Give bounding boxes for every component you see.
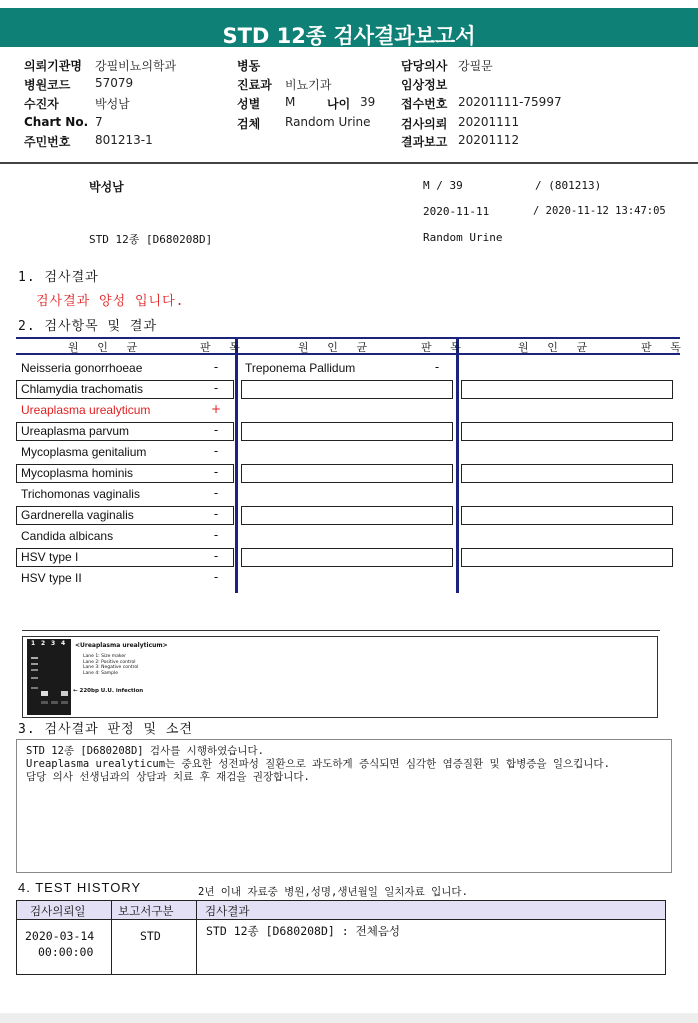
header-label: 의뢰기관명 [24, 59, 82, 73]
summary-birth: / (801213) [535, 179, 602, 192]
pathogen-name: Neisseria gonorrhoeae [21, 361, 143, 375]
history-note: 2년 이내 자료중 병원,성명,생년월일 일치자료 입니다. [198, 886, 468, 898]
patient-header [0, 52, 698, 152]
col2-result-header: 판 독 [421, 341, 467, 354]
empty-result-box [461, 548, 673, 567]
gel-legend-item: Lane 2: Positive control [83, 659, 136, 665]
pathogen-result: + [210, 402, 222, 416]
header-label: 검사의뢰 [401, 117, 448, 131]
header-value: 20201112 [458, 133, 520, 147]
pathogen-result: - [434, 360, 440, 374]
gel-legend-item: Lane 3: Negative control [83, 665, 139, 670]
col2-pathogen-header: 원 인 균 [298, 341, 374, 354]
gel-lane-label: 2 [41, 640, 46, 647]
header-label: 수진자 [24, 97, 59, 111]
col1-pathogen-header: 원 인 균 [68, 341, 144, 354]
empty-result-box [241, 422, 453, 441]
pathogen-name: HSV type I [21, 550, 79, 564]
gel-lane-label: 4 [61, 640, 66, 647]
header-label: 임상정보 [401, 78, 448, 92]
pathogen-result: - [213, 486, 219, 500]
pathogen-result: - [213, 381, 219, 395]
history-header-row [16, 900, 666, 920]
pathogen-name: Ureaplasma parvum [21, 424, 130, 438]
empty-result-box [241, 548, 453, 567]
history-col-date: 검사의뢰일 [30, 904, 86, 918]
column-divider-1 [235, 337, 238, 593]
empty-result-box [241, 506, 453, 525]
header-value: 강필비뇨의학과 [95, 59, 177, 73]
header-value: 7 [95, 115, 103, 129]
header-label: 접수번호 [401, 97, 448, 111]
opinion-line: Ureaplasma urealyticum는 중요한 성전파성 질환으로 과도하게 증식되면 심각한 염증질환 및 합병증을 일으킵니다. [26, 758, 610, 770]
header-label: 주민번호 [24, 135, 71, 149]
gel-electrophoresis-image [27, 639, 71, 715]
pathogen-name: Treponema Pallidum [245, 361, 356, 375]
header-value: Random Urine [285, 115, 371, 129]
history-col-type: 보고서구분 [118, 904, 174, 918]
pathogen-result: - [213, 549, 219, 563]
gel-lane-label: 1 [31, 640, 36, 647]
pathogen-result: - [213, 528, 219, 542]
pathogen-name: Mycoplasma genitalium [21, 445, 147, 459]
header-label: 병원코드 [24, 78, 71, 92]
gel-lane-label: 3 [51, 640, 56, 647]
summary-receipt-date: 2020-11-11 [423, 205, 490, 218]
header-label: 검체 [237, 117, 261, 131]
pathogen-name: Ureaplasma urealyticum [21, 403, 151, 417]
summary-specimen: Random Urine [423, 231, 503, 244]
pathogen-name: Trichomonas vaginalis [21, 487, 140, 501]
gel-title: <Ureaplasma urealyticum> [75, 642, 168, 649]
empty-result-box [241, 464, 453, 483]
pathogen-name: Candida albicans [21, 529, 114, 543]
history-row-type: STD [140, 929, 161, 943]
header-label: 담당의사 [401, 59, 448, 73]
header-label: 성별 [237, 97, 261, 111]
empty-result-box [461, 422, 673, 441]
gel-legend-item: Lane 1: Size maker [83, 654, 126, 659]
empty-result-box [241, 380, 453, 399]
section1-title: 1. 검사결과 [18, 270, 99, 285]
opinion-line: 담당 의사 선생님과의 상담과 치료 후 재검을 권장합니다. [26, 771, 310, 783]
page-bottom-band [0, 1013, 698, 1023]
header-value: 박성남 [95, 97, 130, 111]
opinion-box [16, 739, 672, 873]
header-value: 비뇨기과 [285, 78, 332, 92]
header-label: 진료과 [237, 78, 272, 92]
summary-test-code: STD 12종 [D680208D] [89, 233, 213, 246]
summary-name: 박성남 [89, 180, 124, 194]
header-label: Chart No. [24, 115, 89, 129]
history-row-date: 2020-03-14 [25, 929, 95, 943]
pathogen-name: Chlamydia trachomatis [21, 382, 144, 396]
pathogen-result: - [213, 444, 219, 458]
section4-title: 4. TEST HISTORY [18, 880, 142, 895]
pathogen-result: - [213, 360, 219, 374]
history-row-result: STD 12종 [D680208D] : 전체음성 [206, 924, 401, 938]
section3-title: 3. 검사결과 판정 및 소견 [18, 722, 193, 737]
pathogen-name: HSV type II [21, 571, 82, 585]
gel-image-frame [22, 636, 658, 718]
empty-result-box [461, 506, 673, 525]
summary-sex-age: M / 39 [423, 179, 463, 192]
header-age-value: 39 [360, 95, 376, 109]
gel-top-rule [22, 630, 660, 631]
col1-result-header: 판 독 [200, 341, 246, 354]
positive-result-text: 검사결과 양성 입니다. [36, 294, 185, 309]
header-value: 20201111 [458, 115, 520, 129]
header-value: 801213-1 [95, 133, 153, 147]
col3-result-header: 판 독 [641, 341, 687, 354]
gel-legend [83, 654, 138, 676]
gel-arrow-label: ← 220bp U.U. infection [73, 688, 144, 694]
history-col-divider-2 [196, 900, 197, 975]
header-value: M [285, 95, 296, 109]
pathogen-result: - [213, 570, 219, 584]
summary-report-datetime: / 2020-11-12 13:47:05 [533, 205, 666, 217]
opinion-line: STD 12종 [D680208D] 검사를 시행하였습니다. [26, 745, 265, 757]
pathogen-result: - [213, 465, 219, 479]
header-value: 20201111-75997 [458, 95, 562, 109]
header-value: 강필문 [458, 59, 493, 73]
section2-title: 2. 검사항목 및 결과 [18, 319, 158, 334]
header-age-label: 나이 [327, 97, 351, 111]
pathogen-name: Mycoplasma hominis [21, 466, 134, 480]
pathogen-result: - [213, 507, 219, 521]
header-label: 병동 [237, 59, 261, 73]
empty-result-box [461, 380, 673, 399]
header-label: 결과보고 [401, 135, 448, 149]
history-row-time: 00:00:00 [38, 945, 94, 959]
gel-legend-item: Lane 4: Sample [83, 670, 118, 676]
pathogen-result: - [213, 423, 219, 437]
history-col-divider-1 [111, 900, 112, 975]
header-divider [0, 162, 698, 164]
column-divider-2 [456, 337, 459, 593]
empty-result-box [461, 464, 673, 483]
col3-pathogen-header: 원 인 균 [518, 341, 594, 354]
history-col-result: 검사결과 [205, 904, 250, 918]
report-title: STD 12종 검사결과보고서 [0, 0, 698, 47]
header-value: 57079 [95, 76, 134, 90]
pathogen-name: Gardnerella vaginalis [21, 508, 134, 522]
